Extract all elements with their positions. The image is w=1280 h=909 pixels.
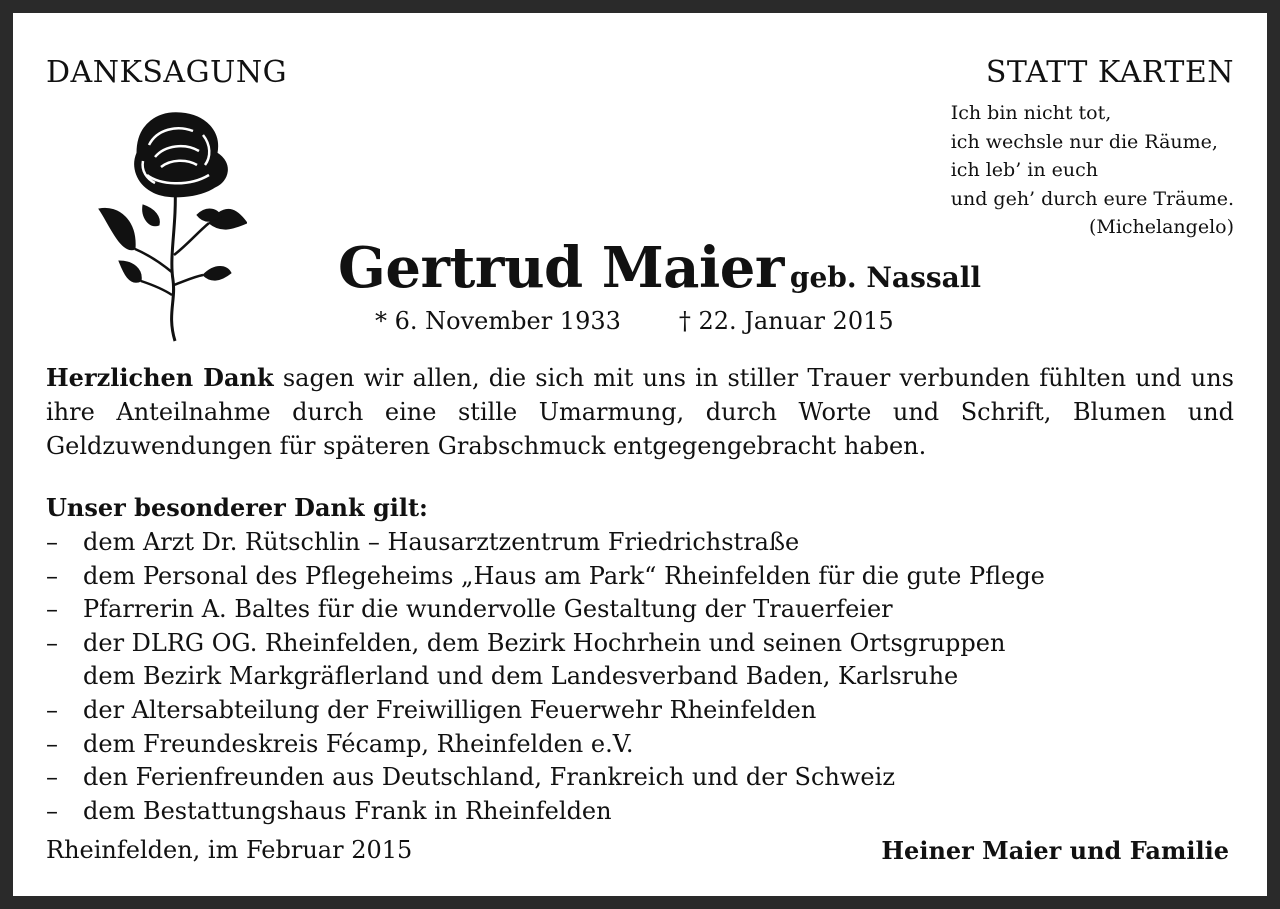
signature: Heiner Maier und Familie bbox=[881, 836, 1229, 865]
list-item bbox=[46, 694, 1236, 728]
list-item-text: den Ferienfreunden aus Deutschland, Frankreich und der Schweiz bbox=[83, 763, 895, 792]
poem-line: ich leb’ in euch bbox=[950, 159, 1099, 181]
deceased-name-block bbox=[338, 235, 981, 301]
list-dash: – bbox=[46, 695, 58, 724]
rose-icon bbox=[97, 105, 247, 345]
list-item bbox=[46, 761, 1236, 795]
list-dash: – bbox=[46, 628, 58, 657]
list-dash: – bbox=[46, 595, 58, 624]
thanks-text: sagen wir allen, die sich mit uns in stiller Trauer verbunden fühlten und uns ihre Anteilnahme durch eine stille Umarmung, durch Worte und Schrift, Blumen und Geldzuwendungen für späteren Grabschmuck entgegengebracht haben. bbox=[46, 364, 1234, 460]
list-item bbox=[46, 728, 1236, 762]
poem-line: Ich bin nicht tot, bbox=[950, 102, 1112, 124]
list-item-text: dem Freundeskreis Fécamp, Rheinfelden e.V. bbox=[83, 729, 634, 758]
thanks-lead: Herzlichen Dank bbox=[46, 363, 274, 392]
header-left-title: DANKSAGUNG bbox=[46, 55, 288, 90]
list-item-text: der DLRG OG. Rheinfelden, dem Bezirk Hochrhein und seinen Ortsgruppen bbox=[83, 628, 1006, 657]
list-item bbox=[46, 593, 1236, 627]
list-item-text: dem Arzt Dr. Rütschlin – Hausarztzentrum Friedrichstraße bbox=[83, 528, 800, 556]
poem-line: ich wechsle nur die Räume, bbox=[950, 130, 1218, 153]
thanks-paragraph bbox=[46, 361, 1234, 463]
list-item-text: Pfarrerin A. Baltes für die wundervolle Gestaltung der Trauerfeier bbox=[83, 595, 893, 624]
birth-date: * 6. November 1933 bbox=[375, 307, 621, 335]
death-date: † 22. Januar 2015 bbox=[678, 307, 894, 335]
list-item-text: dem Bestattungshaus Frank in Rheinfelden bbox=[83, 796, 612, 825]
poem-author: (Michelangelo) bbox=[1088, 216, 1234, 238]
list-item-text: der Altersabteilung der Freiwilligen Feuerwehr Rheinfelden bbox=[83, 695, 817, 724]
deceased-birth-name: geb. Nassall bbox=[789, 261, 982, 294]
list-item-text-continued: dem Bezirk Markgräflerland und dem Landesverband Baden, Karlsruhe bbox=[83, 662, 959, 691]
list-dash: – bbox=[46, 796, 58, 825]
list-dash: – bbox=[46, 763, 58, 792]
special-thanks-list bbox=[46, 526, 1236, 828]
list-item bbox=[46, 526, 1236, 560]
list-dash: – bbox=[46, 729, 58, 758]
list-dash: – bbox=[46, 561, 58, 590]
header-right-title: STATT KARTEN bbox=[985, 55, 1234, 90]
deceased-name: Gertrud Maier bbox=[338, 235, 784, 301]
poem-quote bbox=[951, 99, 1234, 242]
poem-line: und geh’ durch eure Träume. bbox=[950, 187, 1234, 210]
list-item-text: dem Personal des Pflegeheims „Haus am Park“ Rheinfelden für die gute Pflege bbox=[83, 561, 1045, 590]
life-dates bbox=[375, 307, 894, 335]
list-dash: – bbox=[46, 528, 58, 556]
list-item bbox=[46, 560, 1236, 594]
special-thanks-title: Unser besonderer Dank gilt: bbox=[46, 493, 428, 522]
list-item bbox=[46, 795, 1236, 829]
place-and-date: Rheinfelden, im Februar 2015 bbox=[46, 836, 413, 864]
list-item bbox=[46, 627, 1236, 694]
obituary-card bbox=[13, 13, 1267, 896]
